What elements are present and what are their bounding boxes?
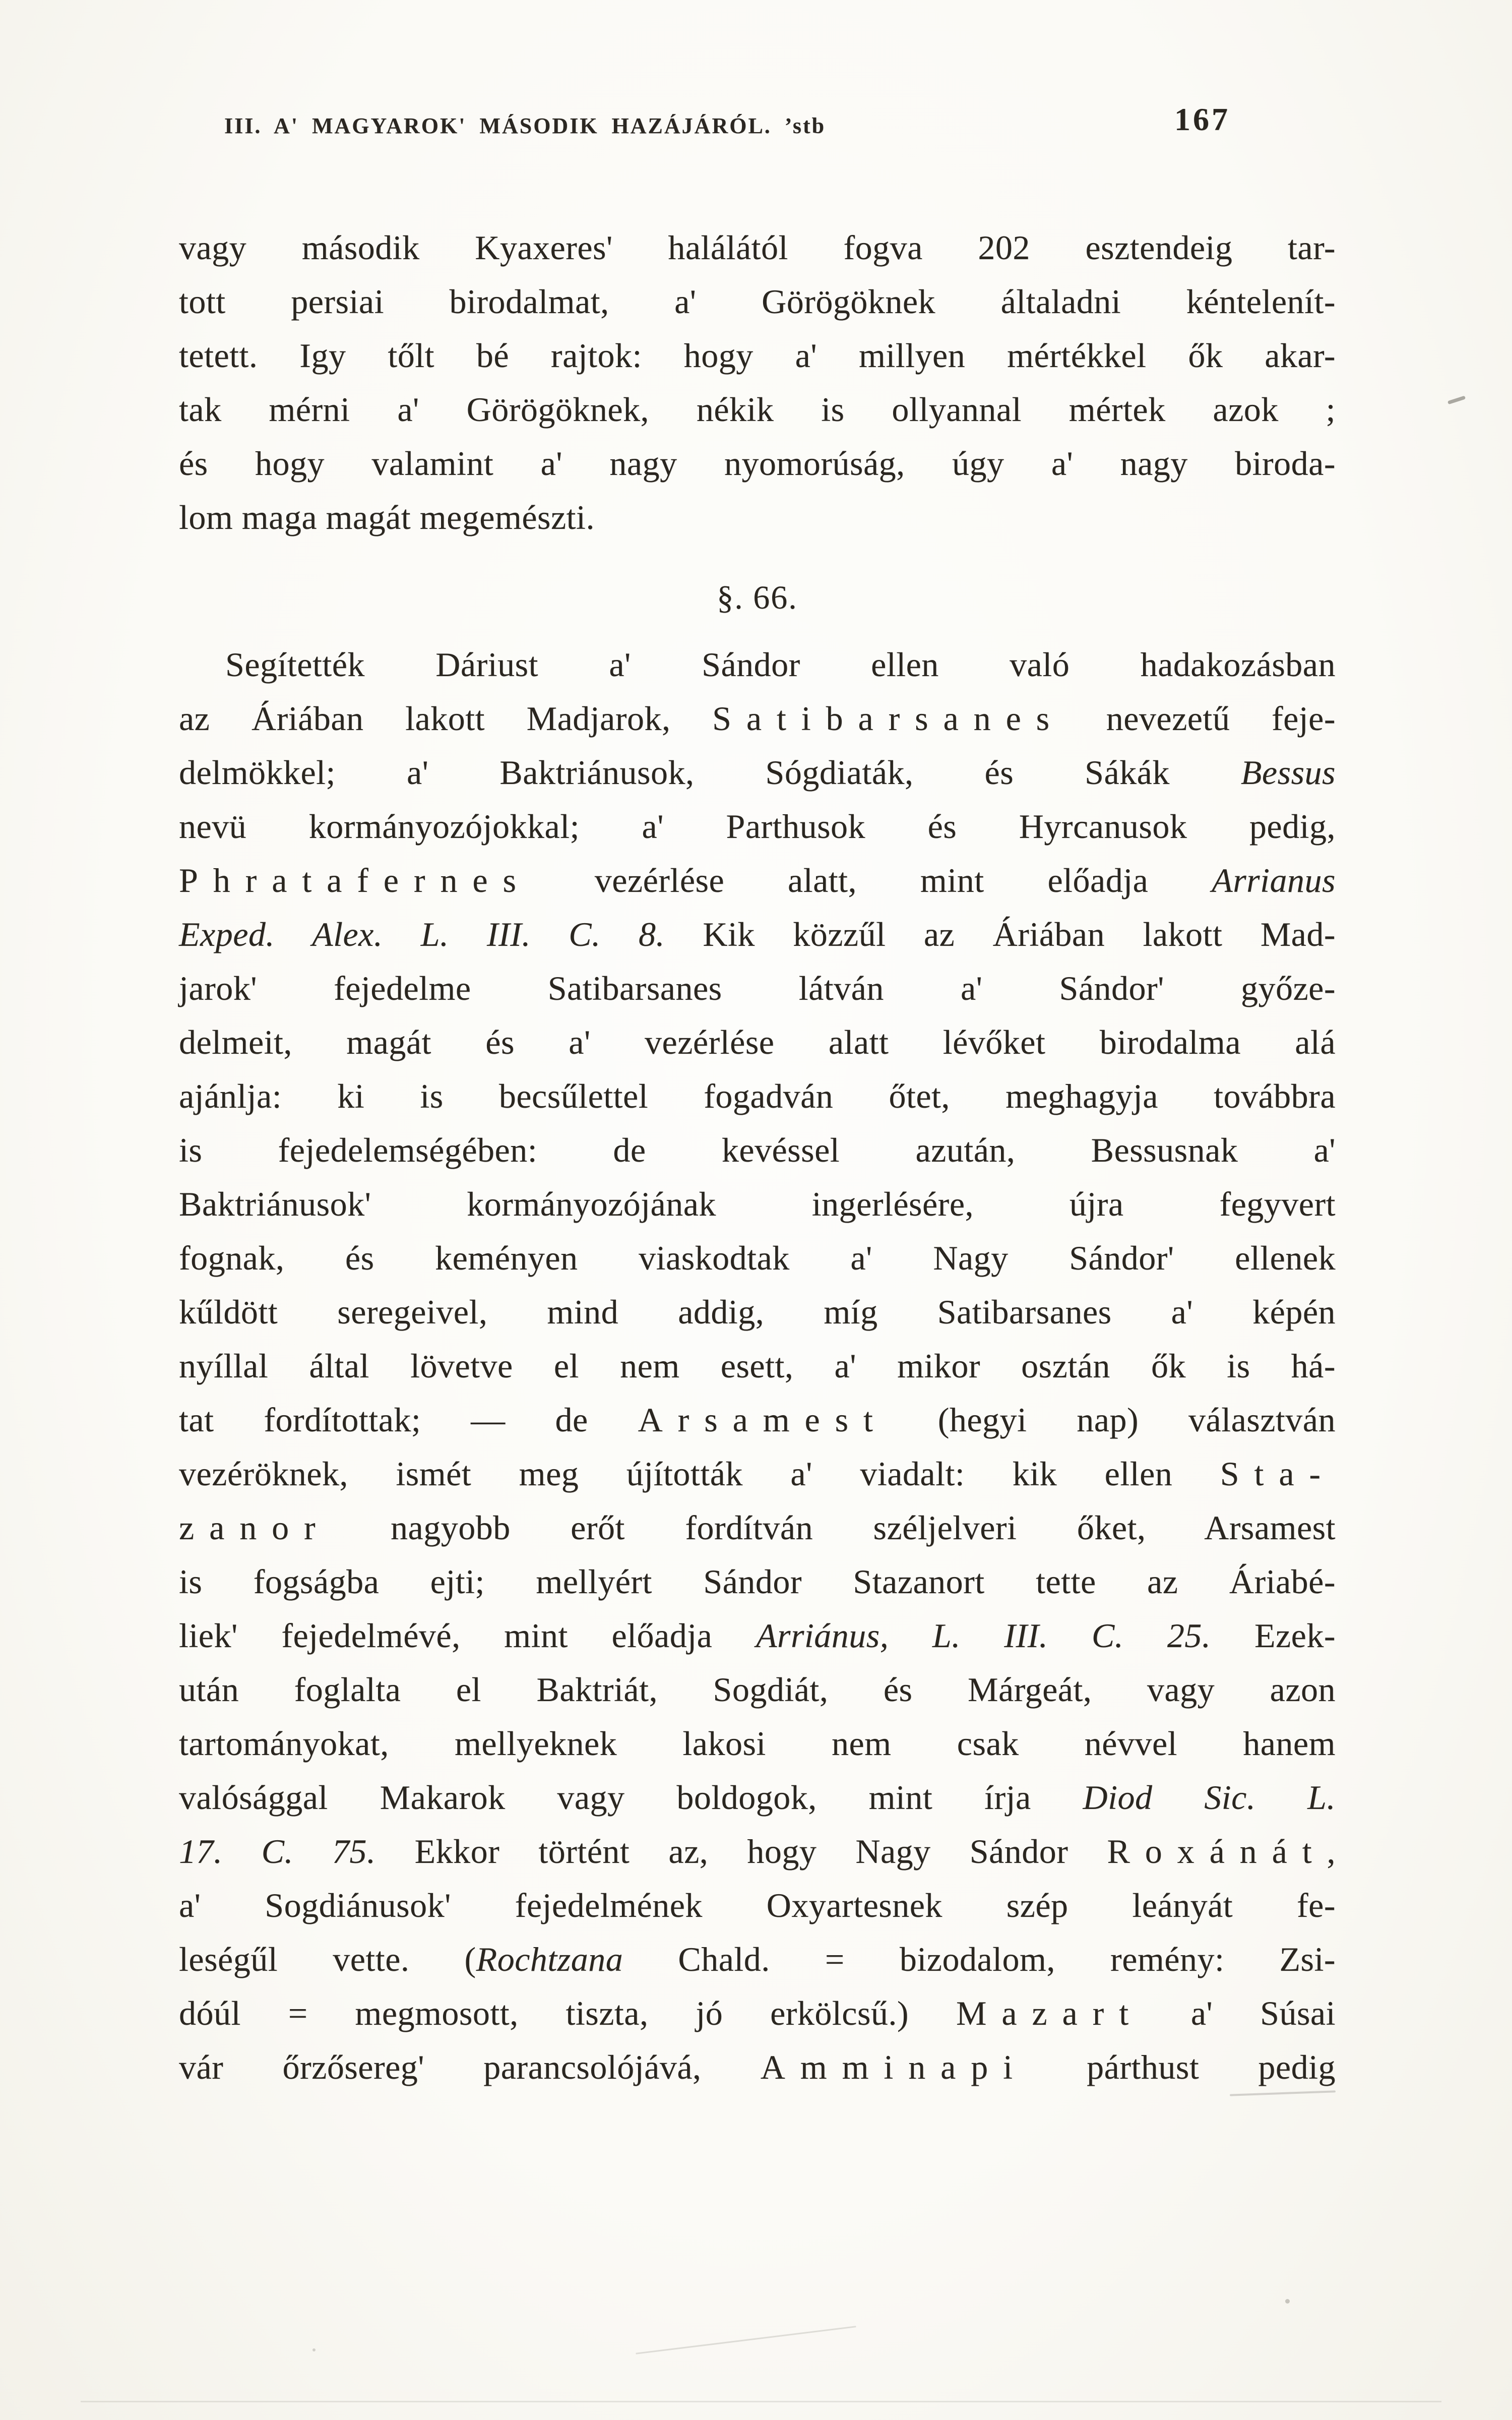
italic-text: Exped. Alex. L. III. C. 8. xyxy=(179,915,665,953)
text-line xyxy=(179,1015,1336,1069)
body-text: Segítették Dáriust a' Sándor ellen való hadakozásban xyxy=(225,645,1336,684)
body-text: vezérlése alatt, mint előadja xyxy=(531,861,1212,899)
italic-text: 17. C. 75. xyxy=(179,1832,376,1870)
body-text: Baktriánusok' kormányozójának ingerlésére, újra fegyvert xyxy=(179,1185,1336,1223)
body-text: és hogy valamint a' nagy nyomorúság, úgy a' nagy biroda- xyxy=(179,444,1336,482)
scan-artifact-speck xyxy=(1285,2299,1290,2304)
body-text: tetett. Igy tőlt bé rajtok: hogy a' millyen mértékkel ők akar- xyxy=(179,336,1336,375)
text-line xyxy=(179,1879,1336,1932)
body-text: nyíllal által lövetve el nem esett, a' mikor osztán ők is há- xyxy=(179,1347,1336,1385)
text-line xyxy=(179,961,1336,1015)
body-text: nevü kormányozójokkal; a' Parthusok és Hyrcanusok pedig, xyxy=(179,807,1336,845)
body-text: dóúl = megmosott, tiszta, jó erkölcsű.) xyxy=(179,1994,956,2032)
body-text: Kik közzűl az Áriában lakott Mad- xyxy=(664,915,1336,953)
text-line xyxy=(179,2040,1336,2094)
body-text: tott persiai birodalmat, a' Görögöknek általadni kéntelenít- xyxy=(179,282,1336,321)
paragraph xyxy=(179,638,1336,2094)
body-text: (hegyi nap) választván xyxy=(888,1401,1336,1439)
text-line xyxy=(179,1339,1336,1393)
body-text: vár őrzősereg' parancsolójává, xyxy=(179,2048,761,2086)
body-text: tat fordítottak; — de xyxy=(179,1401,638,1439)
body-text: , xyxy=(1327,1832,1336,1870)
letterspaced-name: Sta- xyxy=(1220,1455,1336,1493)
text-line xyxy=(179,1771,1336,1825)
body-text: nevezetű feje- xyxy=(1064,699,1336,738)
letterspaced-name: Satibarsanes xyxy=(712,699,1065,738)
text-line xyxy=(179,1555,1336,1609)
text-line xyxy=(179,1123,1336,1177)
text-line xyxy=(179,1717,1336,1771)
body-text: jarok' fejedelme Satibarsanes látván a' Sándor' győze- xyxy=(179,969,1336,1007)
scan-artifact-speck xyxy=(312,2348,316,2351)
body-text: az Áriában lakott Madjarok, xyxy=(179,699,713,738)
text-line xyxy=(179,1447,1336,1501)
text-line xyxy=(179,437,1336,491)
text-line xyxy=(179,1069,1336,1123)
body-text: a' Sogdiánusok' fejedelmének Oxyartesnek szép leányát fe- xyxy=(179,1886,1336,1924)
running-header xyxy=(179,101,1336,155)
italic-text: Diod Sic. L. xyxy=(1083,1778,1336,1817)
text-line xyxy=(179,1825,1336,1879)
paragraph xyxy=(179,221,1336,544)
text-line xyxy=(179,800,1336,854)
page-number: 167 xyxy=(1174,101,1230,137)
body-text: vezéröknek, ismét meg újították a' viadalt: kik ellen xyxy=(179,1455,1220,1493)
letterspaced-name: zanor xyxy=(179,1508,331,1547)
italic-text: Arriánus, L. III. C. 25. xyxy=(755,1616,1211,1655)
text-line xyxy=(179,275,1336,329)
body-text: leségűl vette. ( xyxy=(179,1940,476,1978)
body-text: Chald. = bizodalom, remény: Zsi- xyxy=(623,1940,1336,1978)
scan-artifact-page-edge xyxy=(81,2401,1441,2402)
text-line xyxy=(179,1231,1336,1285)
letterspaced-name: Phratafernes xyxy=(179,861,531,899)
text-line xyxy=(179,1932,1336,1986)
body-text: a' Súsai xyxy=(1144,1994,1336,2032)
text-line xyxy=(179,1986,1336,2040)
letterspaced-name: Arsamest xyxy=(638,1401,888,1439)
text-line xyxy=(179,491,1336,544)
body-text: párthust pedig xyxy=(1027,2048,1336,2086)
body-text: vagy második Kyaxeres' halálától fogva 202 esztendeig tar- xyxy=(179,228,1336,267)
text-line xyxy=(179,692,1336,746)
text-line xyxy=(179,1285,1336,1339)
body-text: liek' fejedelmévé, mint előadja xyxy=(179,1616,756,1655)
body-text: után foglalta el Baktriát, Sogdiát, és Márgeát, vagy azon xyxy=(179,1670,1336,1709)
text-line xyxy=(179,221,1336,275)
text-line xyxy=(179,1393,1336,1447)
text-line xyxy=(179,1177,1336,1231)
section-heading: §. 66. xyxy=(717,579,798,616)
scan-artifact-line xyxy=(636,2326,856,2354)
body-text: lom maga magát megemészti. xyxy=(179,498,595,536)
text-line xyxy=(179,383,1336,437)
body-text: fognak, és keményen viaskodtak a' Nagy Sándor' ellenek xyxy=(179,1239,1336,1277)
text-line xyxy=(179,329,1336,383)
body-text: tak mérni a' Görögöknek, nékik is ollyannal mértek azok ; xyxy=(179,390,1336,429)
text-line xyxy=(179,1609,1336,1663)
body-text: delmeit, magát és a' vezérlése alatt lévőket birodalma alá xyxy=(179,1023,1336,1061)
text-line xyxy=(179,746,1336,800)
letterspaced-name: Roxánát xyxy=(1107,1832,1327,1870)
body-text: tartományokat, mellyeknek lakosi nem csak névvel hanem xyxy=(179,1724,1336,1763)
text-line xyxy=(179,638,1336,692)
body-text: nagyobb erőt fordítván széljelveri őket, Arsamest xyxy=(330,1508,1336,1547)
italic-text: Rochtzana xyxy=(476,1940,623,1978)
scan-artifact-margin-mark xyxy=(1447,396,1466,405)
letterspaced-name: Mazart xyxy=(956,1994,1144,2032)
text-line xyxy=(179,854,1336,908)
running-title: III. A' MAGYAROK' MÁSODIK HAZÁJÁRÓL. ’stb xyxy=(224,113,826,138)
body-text: valósággal Makarok vagy boldogok, mint írja xyxy=(179,1778,1083,1817)
body-text: delmökkel; a' Baktriánusok, Sógdiaták, és Sákák xyxy=(179,753,1241,792)
body-text: is fejedelemségében: de kevéssel azután, Bessusnak a' xyxy=(179,1131,1336,1169)
letterspaced-name: Amminapi xyxy=(760,2048,1028,2086)
italic-text: Arrianus xyxy=(1212,861,1336,899)
text-line xyxy=(179,1663,1336,1717)
body-text: Ezek- xyxy=(1211,1616,1336,1655)
body-text: is fogságba ejti; mellyért Sándor Stazanort tette az Áriabé- xyxy=(179,1562,1336,1601)
text-line xyxy=(179,1501,1336,1555)
text-body xyxy=(179,221,1336,2094)
body-text: ajánlja: ki is becsűlettel fogadván őtet, meghagyja továbbra xyxy=(179,1077,1336,1115)
text-line xyxy=(179,908,1336,961)
body-text: kűldött seregeivel, mind addig, míg Satibarsanes a' képén xyxy=(179,1293,1336,1331)
italic-text: Bessus xyxy=(1240,753,1336,792)
body-text: Ekkor történt az, hogy Nagy Sándor xyxy=(375,1832,1107,1870)
